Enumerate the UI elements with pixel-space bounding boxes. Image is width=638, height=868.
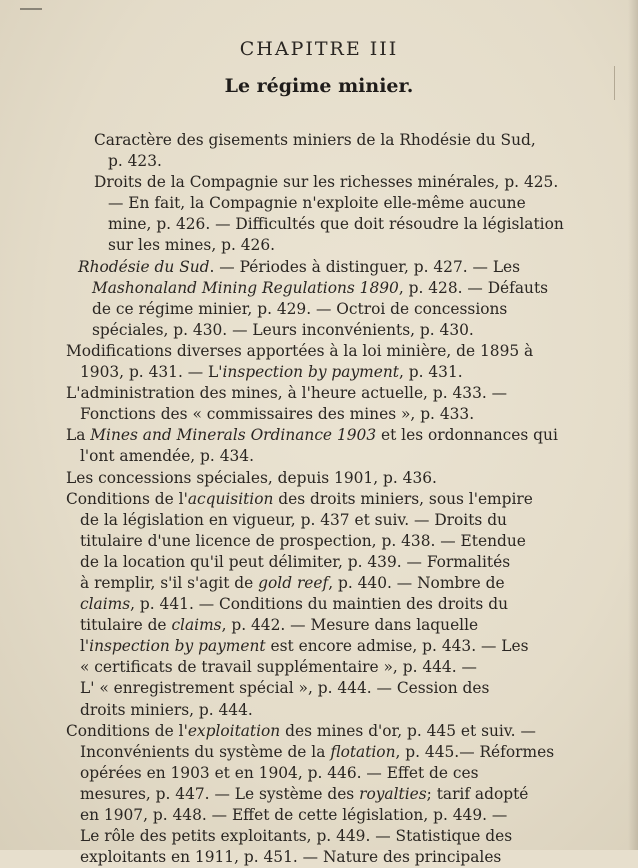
text-line xyxy=(66,552,586,573)
summary-entry xyxy=(66,468,586,489)
text-run: exploitants en 1911, p. 451. — Nature des principales xyxy=(80,848,502,867)
text-run: Modifications diverses apportées à la loi minière, de 1895 à xyxy=(66,341,534,360)
text-line xyxy=(66,341,586,362)
text-run: de ce régime minier, p. 429. — Octroi de concessions xyxy=(92,299,508,318)
text-run: spéciales, p. 430. — Leurs inconvénients, p. 430. xyxy=(92,320,474,339)
italic-term: exploitation xyxy=(187,721,281,740)
text-run: titulaire de xyxy=(80,616,172,635)
text-line xyxy=(94,172,586,193)
page-fold-shadow xyxy=(628,0,638,850)
text-line xyxy=(78,278,586,299)
summary-entry xyxy=(66,383,586,425)
chapter-heading: CHAPITRE III xyxy=(239,38,399,60)
text-run: à remplir, s'il s'agit de xyxy=(80,573,259,592)
summary-entry xyxy=(66,257,586,341)
text-run: opérées en 1903 et en 1904, p. 446. — Effet de ces xyxy=(80,763,479,782)
text-line xyxy=(66,847,586,868)
chapter-title: Le régime minier. xyxy=(224,75,414,97)
text-run: Les concessions spéciales, depuis 1901, p. 436. xyxy=(66,468,437,487)
italic-term: Mashonaland Mining Regulations 1890 xyxy=(92,278,399,297)
italic-term: Mines and Minerals Ordinance 1903 xyxy=(90,426,377,445)
summary-entry xyxy=(66,721,586,868)
text-run: mesures, p. 447. — Le système des xyxy=(80,784,360,803)
text-run: des mines d'or, p. 445 et suiv. — xyxy=(280,721,536,740)
text-run: droits miniers, p. 444. xyxy=(80,700,253,719)
summary-entry xyxy=(66,341,586,383)
text-line xyxy=(66,742,586,763)
text-run: L' « enregistrement spécial », p. 444. — Cession des xyxy=(80,679,490,698)
text-line xyxy=(66,362,586,383)
italic-term: claims xyxy=(171,616,222,635)
italic-term: gold reef xyxy=(258,573,329,592)
page-edge-mark xyxy=(20,8,42,10)
text-line xyxy=(66,805,586,826)
summary-entry xyxy=(66,130,586,172)
summary-entry xyxy=(66,172,586,256)
chapter-summary xyxy=(66,130,586,868)
text-run: p. 423. xyxy=(108,152,162,171)
text-line xyxy=(66,446,586,467)
text-run: de la location qu'il peut délimiter, p. 439. — Formalités xyxy=(80,552,511,571)
text-line xyxy=(66,594,586,615)
text-line xyxy=(94,151,586,172)
text-run: Caractère des gisements miniers de la Rhodésie du Sud, xyxy=(94,131,536,149)
text-line xyxy=(66,510,586,531)
text-line xyxy=(94,193,586,214)
text-run: Fonctions des « commissaires des mines », p. 433. xyxy=(80,405,475,424)
italic-term: flotation xyxy=(330,742,396,761)
text-line xyxy=(78,257,586,278)
text-run: Inconvénients du système de la xyxy=(80,742,331,761)
text-line xyxy=(66,763,586,784)
text-run: Conditions de l' xyxy=(66,721,188,740)
text-run: « certificats de travail supplémentaire », p. 444. — xyxy=(80,658,477,677)
text-run: est encore admise, p. 443. — Les xyxy=(265,637,529,656)
text-run: des droits miniers, sous l'empire xyxy=(273,489,533,508)
text-run: , p. 431. xyxy=(398,363,463,382)
text-run: de la législation en vigueur, p. 437 et suiv. — Droits du xyxy=(80,510,507,529)
text-line xyxy=(66,784,586,805)
text-line xyxy=(78,320,586,341)
text-run: . — Périodes à distinguer, p. 427. — Les xyxy=(209,257,521,276)
text-line xyxy=(66,573,586,594)
text-run: Droits de la Compagnie sur les richesses minérales, p. 425. xyxy=(94,173,559,192)
text-run: L'administration des mines, à l'heure actuelle, p. 433. — xyxy=(66,384,508,403)
text-line xyxy=(94,130,586,151)
text-line xyxy=(66,636,586,657)
text-line xyxy=(66,700,586,721)
text-run: Le rôle des petits exploitants, p. 449. — Statistique des xyxy=(80,827,513,846)
text-run: La xyxy=(66,426,91,445)
text-run: Conditions de l' xyxy=(66,489,188,508)
text-line xyxy=(66,383,586,404)
text-line xyxy=(78,299,586,320)
summary-entry xyxy=(66,425,586,467)
italic-term: claims xyxy=(80,595,131,614)
text-run: 1903, p. 431. — L' xyxy=(80,363,223,382)
italic-term: acquisition xyxy=(187,489,274,508)
text-line xyxy=(66,489,586,510)
text-line xyxy=(66,468,586,489)
text-line xyxy=(66,615,586,636)
text-line xyxy=(66,721,586,742)
text-run: mine, p. 426. — Difficultés que doit résoudre la législation xyxy=(108,215,564,234)
text-run: , p. 440. — Nombre de xyxy=(328,573,505,592)
italic-term: royalties xyxy=(359,784,427,803)
italic-term: Rhodésie du Sud xyxy=(78,257,210,276)
text-line xyxy=(66,657,586,678)
summary-entry xyxy=(66,489,586,721)
text-line xyxy=(66,404,586,425)
text-run: , p. 442. — Mesure dans laquelle xyxy=(221,616,479,635)
text-run: — En fait, la Compagnie n'exploite elle-même aucune xyxy=(108,194,526,213)
text-line xyxy=(94,235,586,256)
text-run: , p. 428. — Défauts xyxy=(398,278,549,297)
text-line xyxy=(66,531,586,552)
text-line xyxy=(66,678,586,699)
text-run: en 1907, p. 448. — Effet de cette législation, p. 449. — xyxy=(80,806,508,824)
text-run: l' xyxy=(80,637,90,656)
text-run: titulaire d'une licence de prospection, p. 438. — Etendue xyxy=(80,531,526,550)
text-line xyxy=(66,826,586,847)
text-run: l'ont amendée, p. 434. xyxy=(80,447,254,466)
text-run: et les ordonnances qui xyxy=(376,426,558,445)
text-run: , p. 441. — Conditions du maintien des droits du xyxy=(130,595,508,614)
text-run: ; tarif adopté xyxy=(426,784,529,803)
text-run: , p. 445.— Réformes xyxy=(395,742,555,761)
italic-term: inspection by payment xyxy=(89,637,266,656)
text-line xyxy=(66,425,586,446)
text-run: sur les mines, p. 426. xyxy=(108,236,276,255)
text-line xyxy=(94,214,586,235)
italic-term: inspection by payment xyxy=(222,363,399,382)
